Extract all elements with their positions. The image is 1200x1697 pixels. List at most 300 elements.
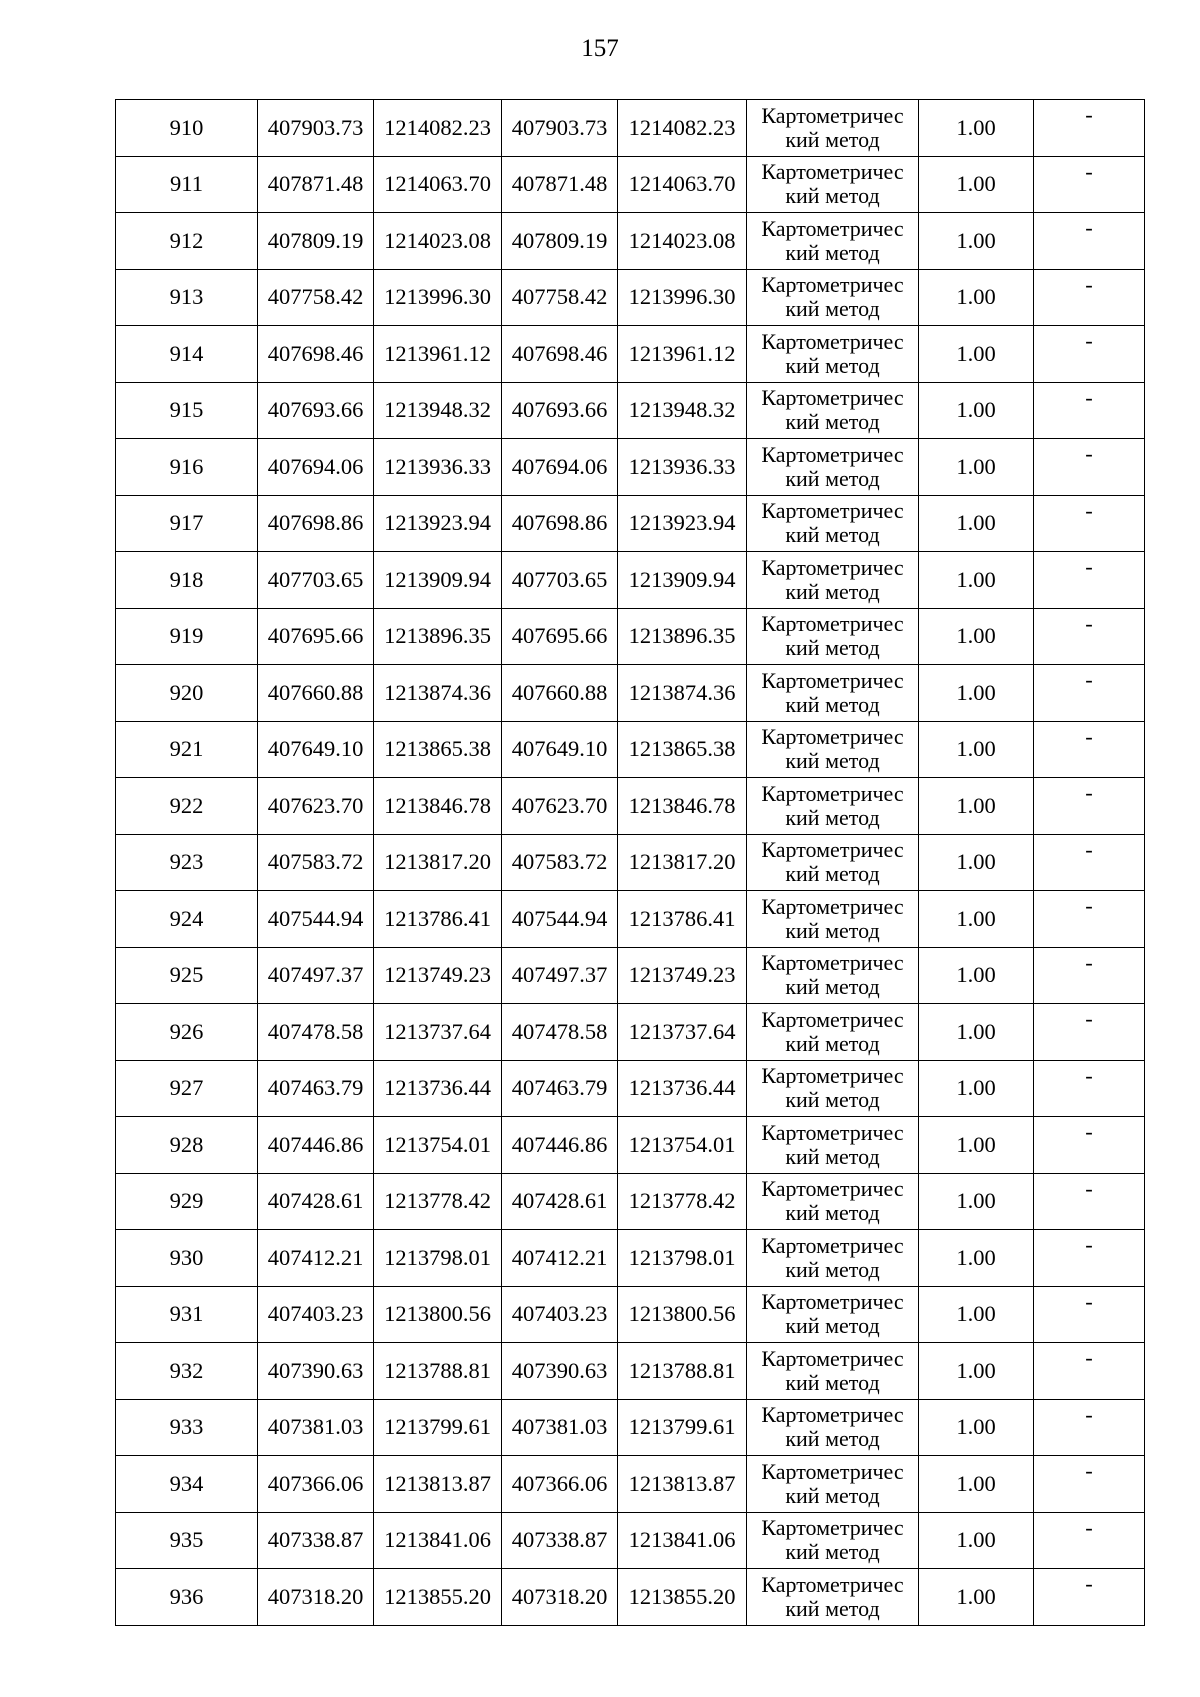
y-coordinate-cell: 1213800.56 xyxy=(374,1286,502,1343)
method-line-2: кий метод xyxy=(785,296,880,322)
x-coordinate-cell: 407381.03 xyxy=(258,1399,374,1456)
y-coordinate-cell: 1213896.35 xyxy=(374,608,502,665)
note-cell: - xyxy=(1034,382,1145,439)
note-cell: - xyxy=(1034,891,1145,948)
note-cell: - xyxy=(1034,1343,1145,1400)
method-line-1: Картометричес xyxy=(761,1458,904,1484)
method-line-1: Картометричес xyxy=(761,385,904,411)
x-coordinate-cell: 407338.87 xyxy=(258,1512,374,1569)
note-cell: - xyxy=(1034,834,1145,891)
x-coordinate-cell: 407698.46 xyxy=(502,326,618,383)
accuracy-cell: 1.00 xyxy=(919,326,1034,383)
note-cell: - xyxy=(1034,495,1145,552)
method-line-1: Картометричес xyxy=(761,837,904,863)
note-cell: - xyxy=(1034,1060,1145,1117)
x-coordinate-cell: 407871.48 xyxy=(502,156,618,213)
accuracy-cell: 1.00 xyxy=(919,100,1034,157)
x-coordinate-cell: 407478.58 xyxy=(258,1004,374,1061)
point-number-cell: 936 xyxy=(116,1569,258,1626)
table-row xyxy=(116,608,1145,665)
table-row xyxy=(116,947,1145,1004)
accuracy-cell: 1.00 xyxy=(919,1512,1034,1569)
method-line-1: Картометричес xyxy=(761,554,904,580)
table-row xyxy=(116,1060,1145,1117)
method-line-2: кий метод xyxy=(785,126,880,152)
table-row xyxy=(116,269,1145,326)
note-cell: - xyxy=(1034,439,1145,496)
y-coordinate-cell: 1213865.38 xyxy=(618,721,747,778)
accuracy-cell: 1.00 xyxy=(919,1117,1034,1174)
table-row xyxy=(116,552,1145,609)
y-coordinate-cell: 1214023.08 xyxy=(618,213,747,270)
coordinates-table-body xyxy=(116,100,1145,1626)
method-cell xyxy=(747,552,919,609)
method-line-2: кий метод xyxy=(785,691,880,717)
point-number-cell: 914 xyxy=(116,326,258,383)
method-line-1: Картометричес xyxy=(761,950,904,976)
method-cell xyxy=(747,495,919,552)
table-row xyxy=(116,1456,1145,1513)
method-line-2: кий метод xyxy=(785,352,880,378)
accuracy-cell: 1.00 xyxy=(919,778,1034,835)
method-line-1: Картометричес xyxy=(761,102,904,128)
y-coordinate-cell: 1213813.87 xyxy=(618,1456,747,1513)
method-line-2: кий метод xyxy=(785,1200,880,1226)
x-coordinate-cell: 407695.66 xyxy=(502,608,618,665)
x-coordinate-cell: 407446.86 xyxy=(502,1117,618,1174)
x-coordinate-cell: 407463.79 xyxy=(502,1060,618,1117)
point-number-cell: 928 xyxy=(116,1117,258,1174)
method-cell xyxy=(747,100,919,157)
x-coordinate-cell: 407693.66 xyxy=(502,382,618,439)
table-row xyxy=(116,721,1145,778)
method-cell xyxy=(747,156,919,213)
table-row xyxy=(116,778,1145,835)
x-coordinate-cell: 407412.21 xyxy=(258,1230,374,1287)
table-row xyxy=(116,326,1145,383)
table-row xyxy=(116,1512,1145,1569)
method-line-2: кий метод xyxy=(785,409,880,435)
method-cell xyxy=(747,947,919,1004)
note-cell: - xyxy=(1034,100,1145,157)
method-line-2: кий метод xyxy=(785,861,880,887)
accuracy-cell: 1.00 xyxy=(919,1004,1034,1061)
method-line-1: Картометричес xyxy=(761,1063,904,1089)
y-coordinate-cell: 1213909.94 xyxy=(618,552,747,609)
point-number-cell: 935 xyxy=(116,1512,258,1569)
table-row xyxy=(116,665,1145,722)
x-coordinate-cell: 407703.65 xyxy=(258,552,374,609)
y-coordinate-cell: 1213798.01 xyxy=(374,1230,502,1287)
x-coordinate-cell: 407623.70 xyxy=(502,778,618,835)
table-row xyxy=(116,834,1145,891)
y-coordinate-cell: 1214082.23 xyxy=(618,100,747,157)
table-row xyxy=(116,1286,1145,1343)
method-cell xyxy=(747,1569,919,1626)
method-line-2: кий метод xyxy=(785,1426,880,1452)
note-cell: - xyxy=(1034,552,1145,609)
point-number-cell: 912 xyxy=(116,213,258,270)
x-coordinate-cell: 407390.63 xyxy=(502,1343,618,1400)
x-coordinate-cell: 407446.86 xyxy=(258,1117,374,1174)
point-number-cell: 932 xyxy=(116,1343,258,1400)
x-coordinate-cell: 407871.48 xyxy=(258,156,374,213)
x-coordinate-cell: 407544.94 xyxy=(258,891,374,948)
table-row xyxy=(116,1343,1145,1400)
method-cell xyxy=(747,1456,919,1513)
method-line-2: кий метод xyxy=(785,748,880,774)
method-line-2: кий метод xyxy=(785,804,880,830)
x-coordinate-cell: 407338.87 xyxy=(502,1512,618,1569)
y-coordinate-cell: 1213799.61 xyxy=(618,1399,747,1456)
y-coordinate-cell: 1213841.06 xyxy=(374,1512,502,1569)
y-coordinate-cell: 1213948.32 xyxy=(618,382,747,439)
method-line-1: Картометричес xyxy=(761,215,904,241)
point-number-cell: 919 xyxy=(116,608,258,665)
accuracy-cell: 1.00 xyxy=(919,1399,1034,1456)
method-line-1: Картометричес xyxy=(761,1006,904,1032)
table-row xyxy=(116,1173,1145,1230)
x-coordinate-cell: 407695.66 xyxy=(258,608,374,665)
point-number-cell: 926 xyxy=(116,1004,258,1061)
point-number-cell: 923 xyxy=(116,834,258,891)
accuracy-cell: 1.00 xyxy=(919,439,1034,496)
note-cell: - xyxy=(1034,326,1145,383)
accuracy-cell: 1.00 xyxy=(919,947,1034,1004)
method-cell xyxy=(747,665,919,722)
point-number-cell: 933 xyxy=(116,1399,258,1456)
method-cell xyxy=(747,1004,919,1061)
method-line-2: кий метод xyxy=(785,522,880,548)
y-coordinate-cell: 1213855.20 xyxy=(374,1569,502,1626)
method-line-2: кий метод xyxy=(785,239,880,265)
x-coordinate-cell: 407649.10 xyxy=(258,721,374,778)
x-coordinate-cell: 407758.42 xyxy=(502,269,618,326)
point-number-cell: 931 xyxy=(116,1286,258,1343)
y-coordinate-cell: 1213749.23 xyxy=(374,947,502,1004)
table-row xyxy=(116,1399,1145,1456)
y-coordinate-cell: 1213874.36 xyxy=(374,665,502,722)
y-coordinate-cell: 1213817.20 xyxy=(618,834,747,891)
method-cell xyxy=(747,891,919,948)
point-number-cell: 929 xyxy=(116,1173,258,1230)
x-coordinate-cell: 407660.88 xyxy=(258,665,374,722)
method-line-2: кий метод xyxy=(785,1482,880,1508)
method-cell xyxy=(747,1286,919,1343)
y-coordinate-cell: 1213788.81 xyxy=(374,1343,502,1400)
note-cell: - xyxy=(1034,1456,1145,1513)
method-cell xyxy=(747,269,919,326)
point-number-cell: 927 xyxy=(116,1060,258,1117)
table-row xyxy=(116,495,1145,552)
method-line-1: Картометричес xyxy=(761,667,904,693)
accuracy-cell: 1.00 xyxy=(919,382,1034,439)
point-number-cell: 921 xyxy=(116,721,258,778)
method-line-2: кий метод xyxy=(785,1143,880,1169)
note-cell: - xyxy=(1034,1399,1145,1456)
y-coordinate-cell: 1214023.08 xyxy=(374,213,502,270)
y-coordinate-cell: 1213923.94 xyxy=(618,495,747,552)
y-coordinate-cell: 1213799.61 xyxy=(374,1399,502,1456)
x-coordinate-cell: 407478.58 xyxy=(502,1004,618,1061)
y-coordinate-cell: 1213855.20 xyxy=(618,1569,747,1626)
coordinates-table xyxy=(115,99,1145,1626)
method-line-1: Картометричес xyxy=(761,159,904,185)
y-coordinate-cell: 1213846.78 xyxy=(374,778,502,835)
point-number-cell: 934 xyxy=(116,1456,258,1513)
method-cell xyxy=(747,382,919,439)
y-coordinate-cell: 1213948.32 xyxy=(374,382,502,439)
y-coordinate-cell: 1213996.30 xyxy=(374,269,502,326)
method-cell xyxy=(747,608,919,665)
method-line-2: кий метод xyxy=(785,917,880,943)
accuracy-cell: 1.00 xyxy=(919,1230,1034,1287)
method-line-1: Картометричес xyxy=(761,272,904,298)
x-coordinate-cell: 407660.88 xyxy=(502,665,618,722)
note-cell: - xyxy=(1034,778,1145,835)
note-cell: - xyxy=(1034,665,1145,722)
x-coordinate-cell: 407318.20 xyxy=(258,1569,374,1626)
y-coordinate-cell: 1213754.01 xyxy=(374,1117,502,1174)
x-coordinate-cell: 407412.21 xyxy=(502,1230,618,1287)
note-cell: - xyxy=(1034,1004,1145,1061)
y-coordinate-cell: 1213817.20 xyxy=(374,834,502,891)
method-line-1: Картометричес xyxy=(761,328,904,354)
x-coordinate-cell: 407463.79 xyxy=(258,1060,374,1117)
x-coordinate-cell: 407694.06 xyxy=(502,439,618,496)
method-cell xyxy=(747,1343,919,1400)
method-line-2: кий метод xyxy=(785,1030,880,1056)
table-row xyxy=(116,439,1145,496)
point-number-cell: 911 xyxy=(116,156,258,213)
method-cell xyxy=(747,1230,919,1287)
method-cell xyxy=(747,778,919,835)
method-line-2: кий метод xyxy=(785,635,880,661)
method-line-2: кий метод xyxy=(785,1369,880,1395)
method-line-2: кий метод xyxy=(785,578,880,604)
x-coordinate-cell: 407809.19 xyxy=(258,213,374,270)
accuracy-cell: 1.00 xyxy=(919,156,1034,213)
y-coordinate-cell: 1213736.44 xyxy=(618,1060,747,1117)
x-coordinate-cell: 407698.86 xyxy=(258,495,374,552)
y-coordinate-cell: 1213841.06 xyxy=(618,1512,747,1569)
accuracy-cell: 1.00 xyxy=(919,495,1034,552)
point-number-cell: 924 xyxy=(116,891,258,948)
page-number: 157 xyxy=(581,35,619,62)
x-coordinate-cell: 407649.10 xyxy=(502,721,618,778)
point-number-cell: 930 xyxy=(116,1230,258,1287)
method-line-2: кий метод xyxy=(785,1595,880,1621)
y-coordinate-cell: 1213800.56 xyxy=(618,1286,747,1343)
table-row xyxy=(116,1569,1145,1626)
point-number-cell: 913 xyxy=(116,269,258,326)
y-coordinate-cell: 1213736.44 xyxy=(374,1060,502,1117)
note-cell: - xyxy=(1034,213,1145,270)
x-coordinate-cell: 407428.61 xyxy=(502,1173,618,1230)
x-coordinate-cell: 407318.20 xyxy=(502,1569,618,1626)
x-coordinate-cell: 407693.66 xyxy=(258,382,374,439)
y-coordinate-cell: 1213786.41 xyxy=(374,891,502,948)
method-cell xyxy=(747,1173,919,1230)
note-cell: - xyxy=(1034,721,1145,778)
point-number-cell: 925 xyxy=(116,947,258,1004)
accuracy-cell: 1.00 xyxy=(919,1569,1034,1626)
x-coordinate-cell: 407698.86 xyxy=(502,495,618,552)
method-line-1: Картометричес xyxy=(761,611,904,637)
table-row xyxy=(116,1117,1145,1174)
table-row xyxy=(116,156,1145,213)
y-coordinate-cell: 1213798.01 xyxy=(618,1230,747,1287)
point-number-cell: 920 xyxy=(116,665,258,722)
note-cell: - xyxy=(1034,269,1145,326)
accuracy-cell: 1.00 xyxy=(919,1286,1034,1343)
accuracy-cell: 1.00 xyxy=(919,891,1034,948)
accuracy-cell: 1.00 xyxy=(919,608,1034,665)
point-number-cell: 915 xyxy=(116,382,258,439)
x-coordinate-cell: 407381.03 xyxy=(502,1399,618,1456)
method-line-2: кий метод xyxy=(785,1539,880,1565)
note-cell: - xyxy=(1034,1569,1145,1626)
method-line-2: кий метод xyxy=(785,465,880,491)
table-row xyxy=(116,1230,1145,1287)
y-coordinate-cell: 1213923.94 xyxy=(374,495,502,552)
method-line-2: кий метод xyxy=(785,183,880,209)
y-coordinate-cell: 1213786.41 xyxy=(618,891,747,948)
method-line-1: Картометричес xyxy=(761,1402,904,1428)
x-coordinate-cell: 407428.61 xyxy=(258,1173,374,1230)
method-line-1: Картометричес xyxy=(761,893,904,919)
y-coordinate-cell: 1213961.12 xyxy=(374,326,502,383)
y-coordinate-cell: 1213737.64 xyxy=(374,1004,502,1061)
accuracy-cell: 1.00 xyxy=(919,552,1034,609)
accuracy-cell: 1.00 xyxy=(919,1343,1034,1400)
note-cell: - xyxy=(1034,947,1145,1004)
x-coordinate-cell: 407544.94 xyxy=(502,891,618,948)
accuracy-cell: 1.00 xyxy=(919,1173,1034,1230)
y-coordinate-cell: 1213737.64 xyxy=(618,1004,747,1061)
table-row xyxy=(116,382,1145,439)
note-cell: - xyxy=(1034,1286,1145,1343)
accuracy-cell: 1.00 xyxy=(919,665,1034,722)
y-coordinate-cell: 1213961.12 xyxy=(618,326,747,383)
x-coordinate-cell: 407583.72 xyxy=(502,834,618,891)
method-line-2: кий метод xyxy=(785,974,880,1000)
x-coordinate-cell: 407758.42 xyxy=(258,269,374,326)
method-line-2: кий метод xyxy=(785,1087,880,1113)
y-coordinate-cell: 1213749.23 xyxy=(618,947,747,1004)
x-coordinate-cell: 407497.37 xyxy=(502,947,618,1004)
table-row xyxy=(116,1004,1145,1061)
method-cell xyxy=(747,326,919,383)
y-coordinate-cell: 1213874.36 xyxy=(618,665,747,722)
y-coordinate-cell: 1213936.33 xyxy=(374,439,502,496)
method-line-1: Картометричес xyxy=(761,780,904,806)
method-line-1: Картометричес xyxy=(761,724,904,750)
note-cell: - xyxy=(1034,1173,1145,1230)
x-coordinate-cell: 407403.23 xyxy=(502,1286,618,1343)
y-coordinate-cell: 1213865.38 xyxy=(374,721,502,778)
method-line-1: Картометричес xyxy=(761,1289,904,1315)
y-coordinate-cell: 1214063.70 xyxy=(618,156,747,213)
x-coordinate-cell: 407809.19 xyxy=(502,213,618,270)
method-cell xyxy=(747,1399,919,1456)
method-line-2: кий метод xyxy=(785,1313,880,1339)
method-line-1: Картометричес xyxy=(761,1119,904,1145)
y-coordinate-cell: 1214082.23 xyxy=(374,100,502,157)
y-coordinate-cell: 1213778.42 xyxy=(374,1173,502,1230)
point-number-cell: 918 xyxy=(116,552,258,609)
y-coordinate-cell: 1213788.81 xyxy=(618,1343,747,1400)
y-coordinate-cell: 1213778.42 xyxy=(618,1173,747,1230)
y-coordinate-cell: 1213896.35 xyxy=(618,608,747,665)
y-coordinate-cell: 1213909.94 xyxy=(374,552,502,609)
accuracy-cell: 1.00 xyxy=(919,213,1034,270)
y-coordinate-cell: 1213754.01 xyxy=(618,1117,747,1174)
method-cell xyxy=(747,834,919,891)
method-line-1: Картометричес xyxy=(761,1345,904,1371)
accuracy-cell: 1.00 xyxy=(919,834,1034,891)
x-coordinate-cell: 407583.72 xyxy=(258,834,374,891)
x-coordinate-cell: 407698.46 xyxy=(258,326,374,383)
table-row xyxy=(116,100,1145,157)
y-coordinate-cell: 1213846.78 xyxy=(618,778,747,835)
x-coordinate-cell: 407390.63 xyxy=(258,1343,374,1400)
y-coordinate-cell: 1213936.33 xyxy=(618,439,747,496)
accuracy-cell: 1.00 xyxy=(919,721,1034,778)
method-line-1: Картометричес xyxy=(761,1176,904,1202)
method-line-2: кий метод xyxy=(785,1256,880,1282)
note-cell: - xyxy=(1034,1117,1145,1174)
method-cell xyxy=(747,1060,919,1117)
method-cell xyxy=(747,1512,919,1569)
y-coordinate-cell: 1213996.30 xyxy=(618,269,747,326)
point-number-cell: 922 xyxy=(116,778,258,835)
note-cell: - xyxy=(1034,1230,1145,1287)
accuracy-cell: 1.00 xyxy=(919,269,1034,326)
table-row xyxy=(116,891,1145,948)
method-cell xyxy=(747,213,919,270)
x-coordinate-cell: 407703.65 xyxy=(502,552,618,609)
y-coordinate-cell: 1213813.87 xyxy=(374,1456,502,1513)
point-number-cell: 917 xyxy=(116,495,258,552)
note-cell: - xyxy=(1034,156,1145,213)
method-line-1: Картометричес xyxy=(761,1515,904,1541)
x-coordinate-cell: 407403.23 xyxy=(258,1286,374,1343)
note-cell: - xyxy=(1034,1512,1145,1569)
method-cell xyxy=(747,1117,919,1174)
table-row xyxy=(116,213,1145,270)
point-number-cell: 910 xyxy=(116,100,258,157)
y-coordinate-cell: 1214063.70 xyxy=(374,156,502,213)
point-number-cell: 916 xyxy=(116,439,258,496)
note-cell: - xyxy=(1034,608,1145,665)
method-line-1: Картометричес xyxy=(761,1232,904,1258)
method-cell xyxy=(747,721,919,778)
x-coordinate-cell: 407903.73 xyxy=(502,100,618,157)
accuracy-cell: 1.00 xyxy=(919,1456,1034,1513)
x-coordinate-cell: 407366.06 xyxy=(502,1456,618,1513)
x-coordinate-cell: 407497.37 xyxy=(258,947,374,1004)
accuracy-cell: 1.00 xyxy=(919,1060,1034,1117)
x-coordinate-cell: 407694.06 xyxy=(258,439,374,496)
x-coordinate-cell: 407366.06 xyxy=(258,1456,374,1513)
method-line-1: Картометричес xyxy=(761,441,904,467)
x-coordinate-cell: 407623.70 xyxy=(258,778,374,835)
method-line-1: Картометричес xyxy=(761,498,904,524)
x-coordinate-cell: 407903.73 xyxy=(258,100,374,157)
method-cell xyxy=(747,439,919,496)
method-line-1: Картометричес xyxy=(761,1571,904,1597)
